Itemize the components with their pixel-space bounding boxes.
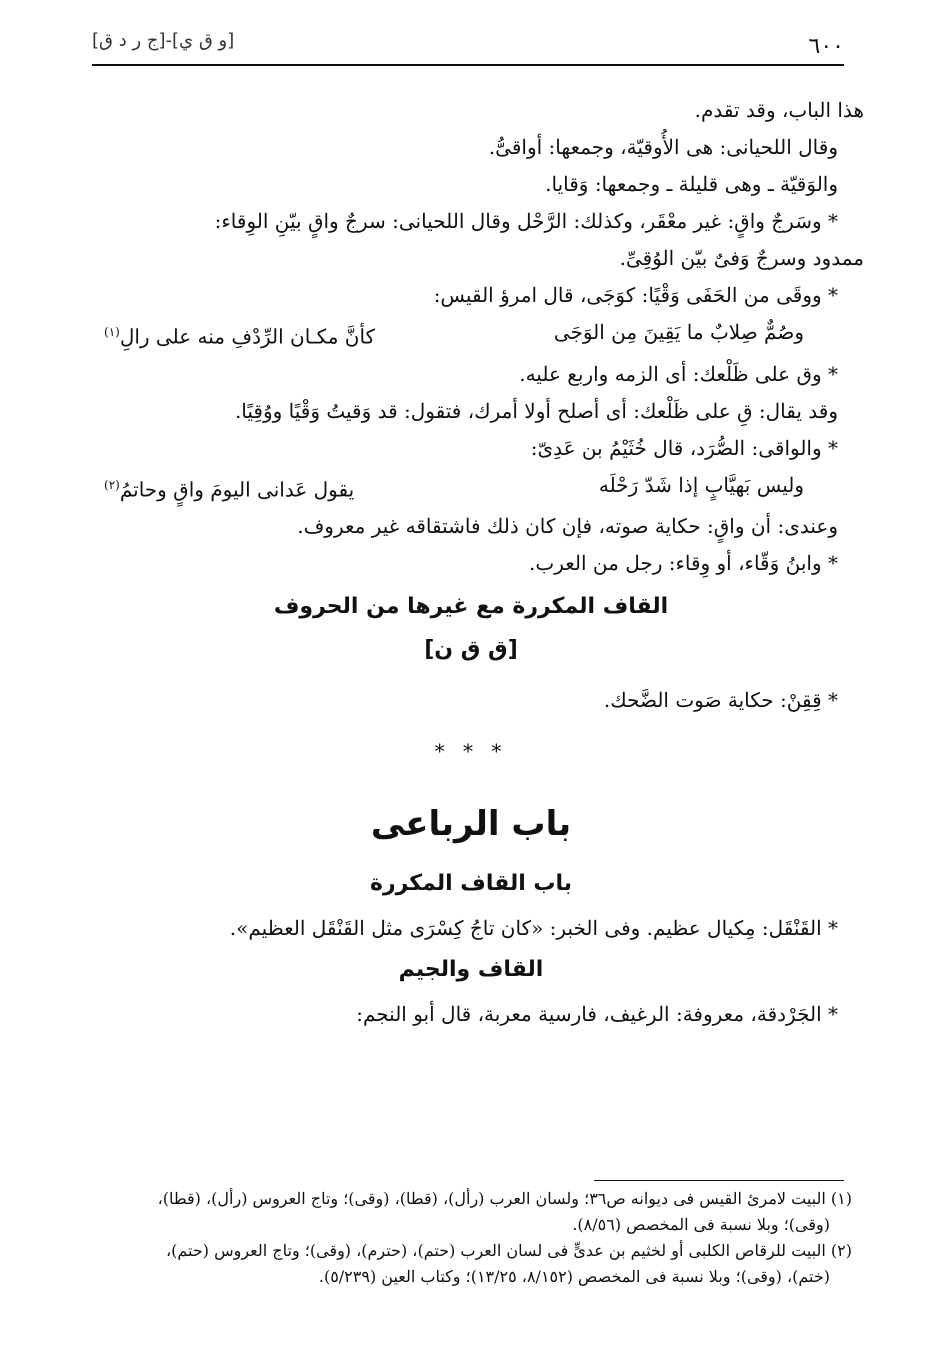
section-title: باب القاف المكررة [369,871,573,897]
text-line: * قِقِنْ: حكاية صَوت الضَّحك. [603,688,838,713]
text-line: وقال اللحيانى: هى الأُوقيّة، وجمعها: أواقىُّ. [488,135,838,159]
text-line: * وق على ظَلْعك: أى الزمه واربع عليه. [519,361,838,386]
separator-stars: * * * [434,739,508,764]
text-line: والوَقيّة ـ وهى قليلة ـ وجمعها: وَقايا. [545,172,838,196]
subsection-title: القاف والجيم [398,957,544,983]
root-heading: [ق ق ن] [424,637,518,663]
header-rule [92,64,844,66]
text-line: هذا الباب، وقد تقدم. [694,98,864,122]
footnote-2-cont: (ختم)، (وقى)؛ وبلا نسبة فى المخصص (٨/١٥٢، ١٣/٢٥)؛ وكتاب العين (٥/٢٣٩). [318,1267,830,1286]
text-line: وعندى: أن واقٍ: حكاية صوته، فإن كان ذلك فاشتقاقه غير معروف. [297,514,838,539]
text-line: * القَنْقَل: مِكيال عظيم. وفى الخبر: «كان تاجُ كِسْرَى مثل القَنْقَل العظيم». [229,916,838,941]
footnote-ref[interactable]: (١) [104,325,120,339]
verse-hemistich-first: وصُمٌّ صِلابٌ ما يَقِينَ مِن الوَجَى [553,320,804,344]
text-line: * والواقى: الصُّرَد، قال خُثَيْمُ بن عَدِىّ: [530,435,838,460]
verse-hemistich-second [104,467,354,509]
footnote-1: (١) البيت لامرئ القيس فى ديوانه ص٣٦؛ ولسان العرب (رأل)، (قطا)، (وقى)؛ وتاج العروس (رأل)، (قطا)، [157,1189,852,1208]
text-line: ممدود وسرجٌ وَفىٌ بيّن الوُقِىِّ. [619,246,864,270]
footnote-2: (٢) البيت للرقاص الكلبى أو لخثيم بن عدىٍّ فى لسان العرب (حتم)، (حترم)، (وقى)؛ وتاج العروس (حتم)، [165,1241,852,1260]
chapter-title: باب الرباعى [370,804,572,845]
text-line: * ووقَى من الحَفَى وَقْيًا: كوَجَى، قال امرؤ القيس: [433,283,838,307]
footnote-rule [594,1180,844,1181]
verse-line [78,314,864,356]
text-line: وقد يقال: قِ على ظَلْعك: أى أصلح أولا أمرك، فتقول: قد وَقيتُ وَقْيًا ووُقِيًا. [234,398,838,423]
running-title: [و ق ي]-[ج ر د ق] [92,30,235,51]
text-line: * وسَرجٌ واقٍ: غير معْقَر، وكذلك: الرَّحْل وقال اللحيانى: سرجٌ واقٍ بيّنِ الوِقاء: [214,209,838,233]
verse-hemistich-text: كأنَّ مكـان الرِّدْفِ منه على رالِ [119,324,376,349]
text-line: * وابنُ وَقّاء، أو وِقاء: رجل من العرب. [529,551,838,576]
section-heading: القاف المكررة مع غيرها من الحروف [273,594,669,620]
verse-hemistich-first: وليس بَهيَّابٍ إذا شَدّ رَحْلَه [598,472,804,497]
page-body [78,92,864,1033]
verse-hemistich-second [104,314,375,356]
verse-line [78,467,864,509]
footnote-ref[interactable]: (٢) [104,477,120,492]
verse-hemistich-text: يقول عَدانى اليومَ واقٍ وحاتمُ [119,477,355,502]
text-line: * الجَرْدقة، معروفة: الرغيف، فارسية معربة، قال أبو النجم: [356,1002,838,1027]
footnotes [88,1186,852,1290]
page-number: ٦٠٠ [808,34,844,59]
page-header [92,30,844,66]
footnote-1-cont: (وقى)؛ وبلا نسبة فى المخصص (٨/٥٦). [572,1215,830,1234]
